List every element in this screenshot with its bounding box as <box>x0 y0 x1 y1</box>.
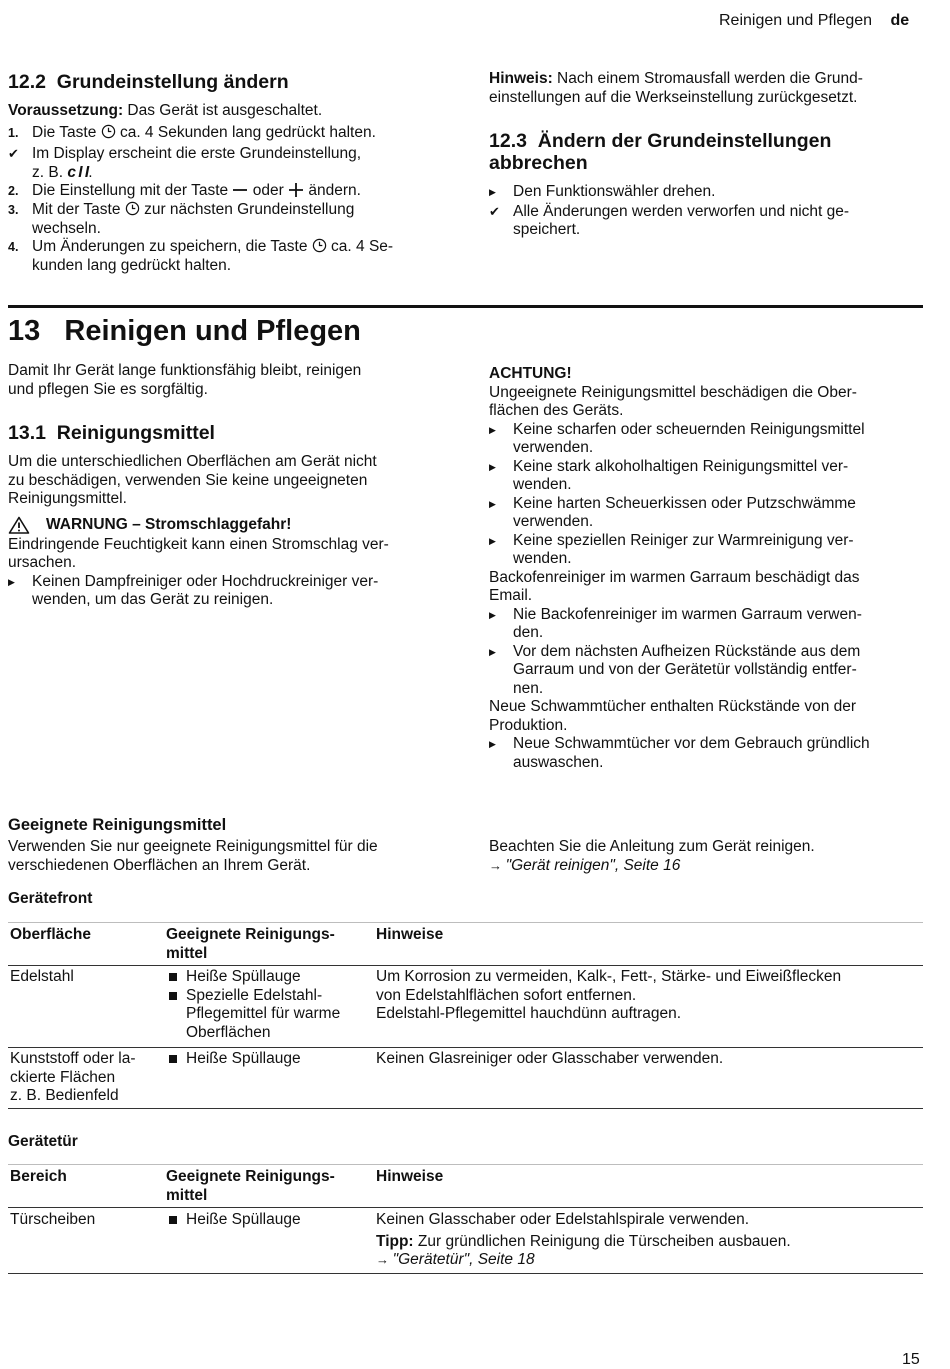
warning-triangle-icon <box>8 516 30 534</box>
suitable-cleaners-title: Geeignete Reinigungsmittel <box>8 816 227 834</box>
table-2-bottom-rule <box>8 1273 923 1274</box>
section-13-1-title: 13.1 Reinigungsmittel <box>8 422 215 444</box>
table-row: Türscheiben Heiße Spüllauge Keinen Glasschaber oder Edelstahlspirale verwenden. Tipp: Zur gründlichen Reinigung die Türscheiben ausbauen. → "Gerätetür", Seite 18 <box>10 1211 791 1268</box>
table-row-rule <box>8 1047 923 1048</box>
chapter-divider <box>8 305 923 308</box>
arrow-right-icon: → <box>489 857 506 873</box>
caution-title: ACHTUNG! <box>489 365 572 382</box>
arrow-bullet-icon: ▶ <box>489 461 496 472</box>
prerequisite: Voraussetzung: Das Gerät ist ausgeschaltet. <box>8 102 323 119</box>
arrow-bullet-icon: ▶ <box>489 187 496 197</box>
check-icon: ✔ <box>8 146 19 161</box>
cross-reference-link[interactable]: "Gerät reinigen", Seite 16 <box>505 856 681 874</box>
clock-icon <box>101 124 116 139</box>
table-2-header: Bereich Geeignete Reinigungs- mittel Hinweise <box>10 1168 444 1204</box>
step-2: 2. Die Einstellung mit der Taste oder ändern. <box>8 182 361 199</box>
section-12-3-title: 12.3 Ändern der Grundeinstellungen abbrechen <box>489 130 832 174</box>
table-2-top-rule <box>8 1164 923 1165</box>
arrow-bullet-icon: ▶ <box>489 424 496 435</box>
clock-icon <box>312 238 327 253</box>
table-1-top-rule <box>8 922 923 923</box>
arrow-bullet-icon: ▶ <box>489 609 496 620</box>
page-number: 15 <box>902 1351 920 1368</box>
display-segment-text: c I I <box>67 163 89 181</box>
section-12-3-steps: ▶ Den Funktionswähler drehen. ✔ Alle Änderungen werden verworfen und nicht ge- speichert. <box>489 183 850 238</box>
plus-icon <box>288 183 304 197</box>
clock-icon <box>125 201 140 216</box>
result-1: ✔ Im Display erscheint die erste Grundeinstellung, z. B. c I I. <box>8 145 362 181</box>
square-bullet-icon <box>169 1055 177 1063</box>
section-12-2-title: 12.2 Grundeinstellung ändern <box>8 71 289 93</box>
square-bullet-icon <box>169 992 177 1000</box>
step-4: 4. Um Änderungen zu speichern, die Taste ca. 4 Se- kunden lang gedrückt halten. <box>8 238 394 274</box>
check-icon: ✔ <box>489 203 500 219</box>
table-row: Kunststoff oder la- ckierte Flächen z. B. Bedienfeld Heiße Spüllauge Keinen Glasreiniger oder Glasschaber verwenden. <box>10 1050 724 1104</box>
chapter-intro: Damit Ihr Gerät lange funktionsfähig bleibt, reinigen und pflegen Sie es sorgfältig. <box>8 362 362 398</box>
warning-block: WARNUNG – Stromschlaggefahr! Eindringende Feuchtigkeit kann einen Stromschlag ver- ursachen. ▶ Keinen Dampfreiniger oder Hochdruckreiniger ver- wenden, um das Gerät zu reinigen. <box>8 516 389 608</box>
arrow-bullet-icon: ▶ <box>489 739 496 749</box>
table-1-header-rule <box>8 965 923 966</box>
table-2-caption: Gerätetür <box>8 1133 78 1150</box>
minus-icon <box>232 183 248 197</box>
section-13-1-text: Um die unterschiedlichen Oberflächen am Gerät nicht zu beschädigen, verwenden Sie keine ungeeigneten Reinigungsmittel. <box>8 453 377 507</box>
header-language: de <box>890 12 910 29</box>
square-bullet-icon <box>169 973 177 981</box>
square-bullet-icon <box>169 1216 177 1224</box>
caution-block: ACHTUNG! Ungeeignete Reinigungsmittel beschädigen die Ober- flächen des Geräts. ▶ Keine scharfen oder scheuernden Reinigungsmittel verwenden. ▶ Keine stark alkoholhaltigen Reinigungsmittel ver- wenden. ▶ Keine harten Scheuerkissen oder Putzschwämme verwenden. ▶ Keine speziellen Reiniger zur Warmreinigung ver- wenden. Backofenreiniger im warmen Garraum beschädigt das Email. ▶ Nie Backofenreiniger im warmen Garraum verwen- den. ▶ Vor dem nächsten Aufheizen Rückstände aus dem Garraum und von der Gerätetür vollständig entfer- nen. Neue Schwammtücher enthalten Rückstände von der Produktion. ▶ Neue Schwammtücher vor dem Gebrauch gründlich auswaschen. <box>489 365 923 772</box>
suitable-cleaners-text: Verwenden Sie nur geeignete Reinigungsmittel für die verschiedenen Oberflächen an Ihrem Gerät. <box>8 838 378 874</box>
header-section: Reinigen und Pflegen <box>719 12 873 29</box>
cross-reference-link[interactable]: "Gerätetür", Seite 18 <box>392 1251 535 1268</box>
running-header <box>719 12 909 31</box>
table-row: Edelstahl Heiße Spüllauge Spezielle Edelstahl- Pflegemittel für warme Oberflächen Um Korrosion zu vermeiden, Kalk-, Fett-, Stärke- und Eiweißflecken von Edelstahlflächen sofort entfernen. Edelstahl-Pflegemittel hauchdünn auftragen. <box>10 968 842 1041</box>
table-1-header: Oberfläche Geeignete Reinigungs- mittel Hinweise <box>10 926 444 962</box>
hint-note: Hinweis: Nach einem Stromausfall werden die Grund- einstellungen auf die Werkseinstellung zurückgesetzt. <box>489 70 863 106</box>
step-3: 3. Mit der Taste zur nächsten Grundeinstellung wechseln. <box>8 201 355 237</box>
table-1-bottom-rule <box>8 1108 923 1109</box>
arrow-bullet-icon: ▶ <box>489 646 496 657</box>
arrow-bullet-icon: ▶ <box>8 576 15 587</box>
table-2-header-rule <box>8 1207 923 1208</box>
arrow-right-icon: → <box>376 1252 393 1267</box>
suitable-cleaners-reference: Beachten Sie die Anleitung zum Gerät reinigen. → "Gerät reinigen", Seite 16 <box>489 838 815 874</box>
arrow-bullet-icon: ▶ <box>489 498 496 509</box>
arrow-bullet-icon: ▶ <box>489 535 496 546</box>
table-1-caption: Gerätefront <box>8 890 93 907</box>
step-1: 1. Die Taste ca. 4 Sekunden lang gedrückt halten. <box>8 124 376 141</box>
chapter-13-title: 13 Reinigen und Pflegen <box>8 315 361 347</box>
